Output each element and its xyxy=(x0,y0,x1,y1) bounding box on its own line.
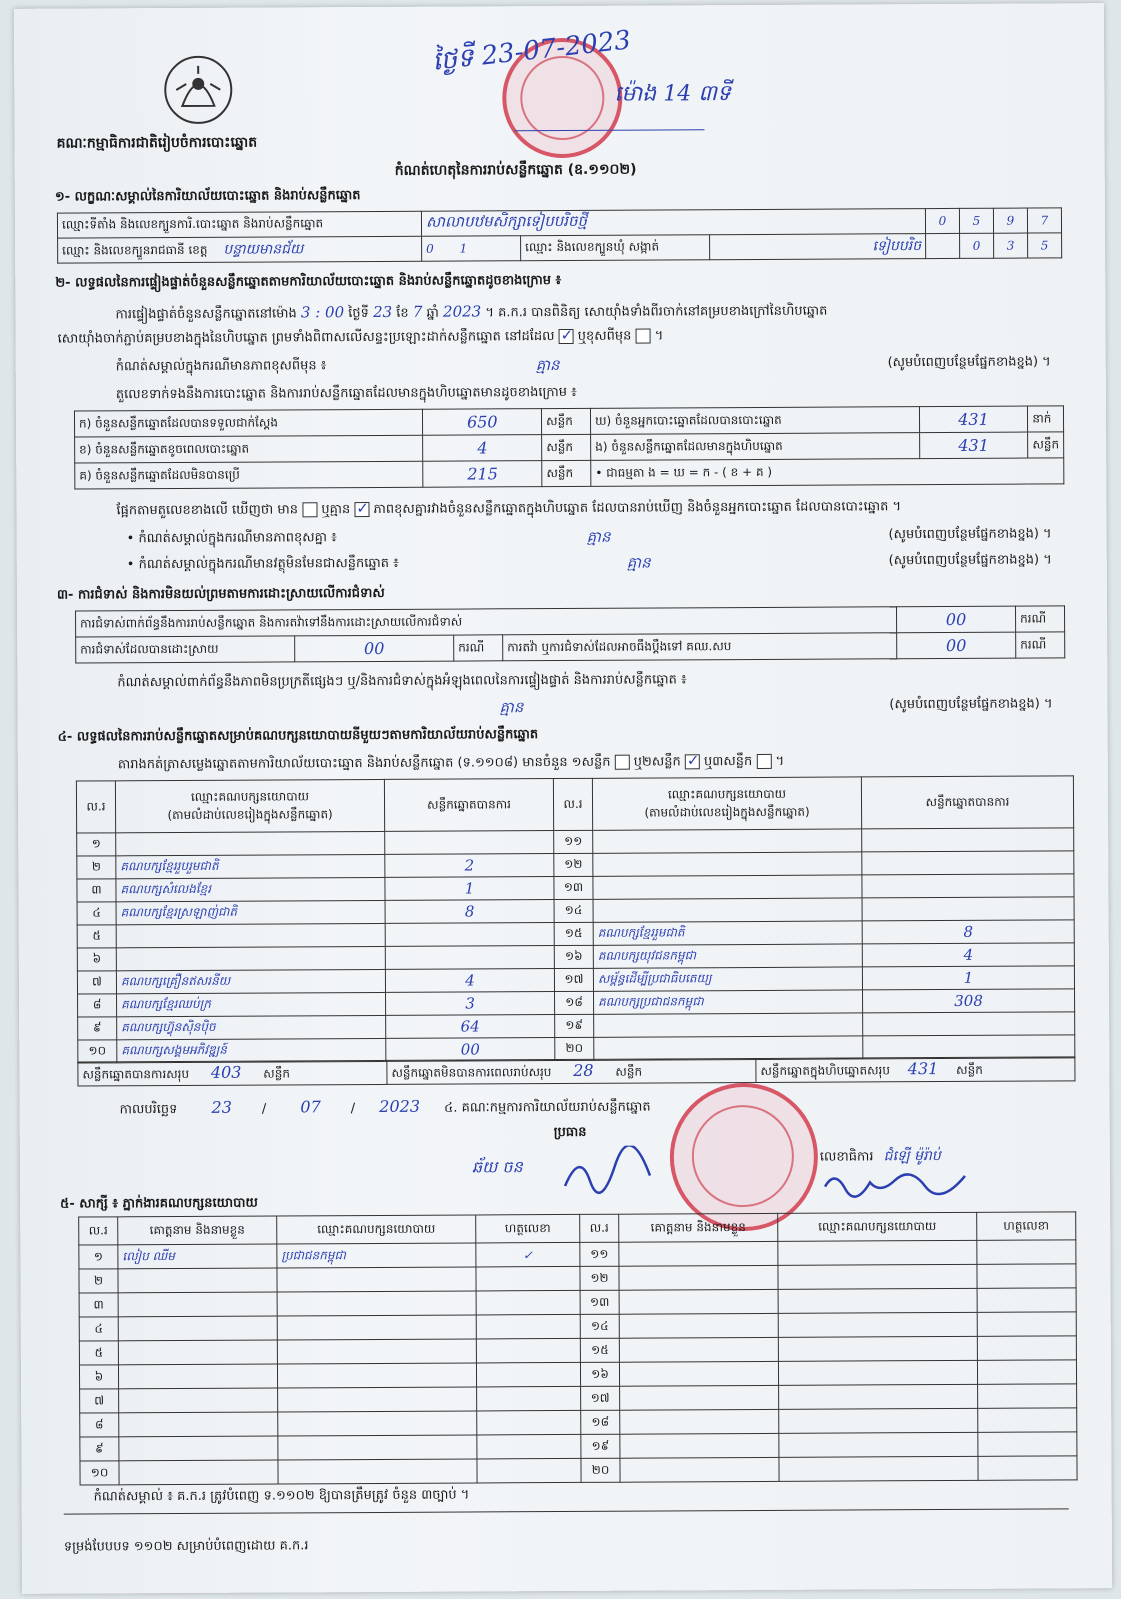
witness-party: ប្រជាជនកម្ពុជា xyxy=(277,1243,476,1268)
station-digit: 7 xyxy=(1027,208,1061,233)
row-number: ៦ xyxy=(77,948,116,971)
witness-signature xyxy=(977,1336,1076,1361)
secretary-name: ជំឡើ ម៉ូរ៉ាប់ xyxy=(883,1148,941,1165)
party-name: គណបក្សខ្មែរស្រឡាញ់ជាតិ xyxy=(116,900,385,924)
witness-signature xyxy=(477,1434,581,1459)
witness-party xyxy=(277,1291,476,1316)
party-votes xyxy=(385,831,554,855)
party-name xyxy=(594,1013,863,1037)
table-row xyxy=(80,1456,1077,1485)
total-in-box-value: 431 xyxy=(907,1059,939,1079)
party-votes: 2 xyxy=(385,854,554,878)
row-number: ៣ xyxy=(77,879,116,902)
irregularity-note: កំណត់សម្គាល់ពាក់ព័ន្ធនឹងភាពមិនប្រក្រតីផ្សេងៗ ឬ/និងការជំទាស់ក្នុងអំឡុងពេលនៃការផ្ទៀងផ្ទាត់ និងការរាប់សន្លឹកឆ្នោត ៖ xyxy=(117,672,687,691)
witness-party xyxy=(778,1360,977,1385)
row-number: ២០ xyxy=(581,1458,620,1482)
secretary-line: លេខាធិការ ជំឡើ ម៉ូរ៉ាប់ xyxy=(819,1148,941,1165)
party-name: គណបក្សហ៊្វុនស៊ិនប៉ិច xyxy=(117,1015,386,1039)
section4-heading: ៤- លទ្ធផលនៃការរាប់សន្លឹកឆ្នោតសម្រាប់គណបក្សនយោបាយនីមួយៗតាមការិយាល័យរាប់សន្លឹកឆ្នោត xyxy=(57,727,539,745)
nec-emblem-icon xyxy=(162,54,234,126)
date-month: 07 xyxy=(300,1097,321,1117)
party-votes: 308 xyxy=(863,989,1075,1013)
witness-party xyxy=(778,1288,977,1313)
party-name: គណបក្សសង្គមអភិវឌ្ឍន៍ xyxy=(117,1038,386,1062)
row-number: ៧ xyxy=(80,1389,119,1413)
party-votes xyxy=(862,851,1074,875)
spoiled-ballots-value: 4 xyxy=(423,435,542,462)
party-name: គណបក្សខ្មែររួមជាតិ xyxy=(593,921,862,945)
witness-name xyxy=(119,1436,278,1461)
row-number: ៦ xyxy=(79,1365,118,1389)
witness-name xyxy=(619,1265,778,1290)
one-sheet-checkbox[interactable] xyxy=(615,755,630,770)
three-sheets-checkbox[interactable] xyxy=(756,754,771,769)
province-name: បន្ទាយមានជ័យ xyxy=(223,240,304,258)
party-votes: 4 xyxy=(862,943,1074,967)
party-votes: 64 xyxy=(386,1015,555,1039)
witness-party xyxy=(278,1435,477,1460)
count-label: ង) ចំនួនសន្លឹកឆ្នោតដែលមានក្នុងហិបឆ្នោត xyxy=(591,433,920,461)
witness-name xyxy=(119,1460,278,1485)
witness-name xyxy=(118,1316,277,1341)
witness-party xyxy=(779,1432,978,1457)
witness-signature xyxy=(978,1432,1077,1457)
row-number: ៣ xyxy=(79,1293,118,1317)
verification-line-1: ការផ្ទៀងផ្ទាត់ចំនួនសន្លឹកឆ្នោតនៅម៉ោង 3 : 00 ថ្ងៃទី 23 ខែ 7 ឆ្នាំ 2023 ។ គ.ក.រ បានពិនិត្យ សោយ៉ាំងទាំងពីរចាក់នៅគម្របខាងក្រៅនៃហិបឆ្នោត xyxy=(115,302,828,323)
secretary-signature xyxy=(820,1164,970,1199)
row-number: ៨ xyxy=(80,1413,119,1437)
witness-party xyxy=(277,1267,476,1292)
witness-party xyxy=(277,1339,476,1364)
station-digit: 5 xyxy=(959,208,993,233)
witness-name xyxy=(118,1340,277,1365)
totals-table: សន្លឹកឆ្នោតបានការសរុប 403 សន្លឹក សន្លឹកឆ្នោតមិនបានការពេលរាប់សរុប 28 សន្លឹក សន្លឹកឆ្នោតក្នុងហិបឆ្នោតសរុប 431 សន្លឹក xyxy=(77,1056,1075,1086)
witness-signature xyxy=(477,1458,581,1483)
witness-party xyxy=(778,1240,977,1265)
witness-name xyxy=(619,1241,778,1266)
witness-signature xyxy=(977,1312,1076,1337)
witness-name xyxy=(619,1289,778,1314)
party-votes: 00 xyxy=(386,1038,555,1062)
row-number: ៥ xyxy=(77,925,116,948)
received-time-note: ម៉ោង 14 ៣ទី xyxy=(614,81,732,107)
party-votes: 3 xyxy=(386,992,555,1016)
received-ballots-value: 650 xyxy=(423,409,542,436)
party-votes xyxy=(863,1012,1075,1036)
witness-signature xyxy=(476,1362,580,1387)
two-sheets-checkbox[interactable] xyxy=(685,754,700,769)
unused-ballots-value: 215 xyxy=(423,461,542,488)
form-note: ទម្រង់បែបបទ ១១០២ សម្រាប់បំពេញដោយ គ.ក.រ xyxy=(63,1538,309,1555)
witness-signature xyxy=(977,1264,1076,1289)
witness-party xyxy=(778,1336,977,1361)
commune-name: ទៀបបរិច xyxy=(710,234,926,260)
witness-signature xyxy=(476,1314,580,1339)
party-votes: 1 xyxy=(385,877,554,901)
verify-day: 23 xyxy=(372,302,393,321)
irregularity-note-line: គ្មាន (សូមបំពេញបន្ថែមផ្នែកខាងខ្នង) ។ xyxy=(59,695,1052,700)
invalid-object-note-value: គ្មាន xyxy=(626,553,651,572)
party-name xyxy=(116,831,385,855)
witness-signature xyxy=(978,1408,1077,1433)
received-date-note: ថ្ងៃទី 23-07-2023 xyxy=(430,25,633,78)
station-name: សាលាបឋមសិក្សាទៀបបរិចថ្មី xyxy=(421,209,925,237)
party-name xyxy=(116,946,385,970)
party-votes xyxy=(385,946,554,970)
witness-signature xyxy=(477,1410,581,1435)
date-year: 2023 xyxy=(379,1096,421,1116)
party-votes xyxy=(863,1035,1075,1059)
station-digit: 9 xyxy=(993,208,1027,233)
same-checkbox[interactable] xyxy=(559,329,574,344)
verify-year: 2023 xyxy=(442,302,482,321)
witness-party xyxy=(779,1384,978,1409)
witness-name xyxy=(119,1388,278,1413)
row-number: ៧ xyxy=(77,971,116,994)
changed-checkbox[interactable] xyxy=(636,329,651,344)
witness-name xyxy=(620,1385,779,1410)
counts-intro: តួលេខទាក់ទងនឹងការបោះឆ្នោត និងការរាប់សន្លឹកឆ្នោតដែលមានក្នុងហិបឆ្នោតមានដូចខាងក្រោម ៖ xyxy=(115,384,577,403)
row-number: ២ xyxy=(77,856,116,879)
ballots-in-box-value: 431 xyxy=(919,432,1028,459)
row-number: ១៥ xyxy=(580,1338,619,1362)
witness-table: ល.រ គោត្តនាម និងនាមខ្លួន ឈ្មោះគណបក្សនយោបាយ ហត្ថលេខា ល.រ គោត្តនាម និងនាមខ្លួន ឈ្មោះគណបក្សនយោបាយ ហត្ថលេខា ១ លៀប ឈីម ប្រជាជនកម្ពុជា ✓ ១១ ២ ១២ ៣ ១៣ ៤ ១៤ ៥ ១៥ ៦ ១៦ ៧ ១៧ ៨ ១៨ ៩ ១៩ ១០ ២០ xyxy=(78,1211,1077,1485)
witness-party xyxy=(277,1363,476,1388)
irregularity-note-value: គ្មាន xyxy=(499,698,524,717)
witness-signature xyxy=(977,1288,1076,1313)
witness-signature xyxy=(977,1240,1076,1265)
row-number: ១៤ xyxy=(554,899,593,922)
witness-party xyxy=(278,1411,477,1436)
witness-party xyxy=(779,1456,978,1481)
station-info-table xyxy=(57,207,1062,263)
chair-label: ប្រធាន xyxy=(553,1124,587,1141)
date-line: កាលបរិច្ឆេទ 23 / 07 / 2023 ៤. គណៈកម្មការការិយាល័យរាប់សន្លឹកឆ្នោត xyxy=(119,1096,651,1118)
witness-name xyxy=(118,1292,277,1317)
row-number: ១៨ xyxy=(555,991,594,1014)
section3-heading: ៣- ការជំទាស់ និងការមិនយល់ព្រមតាមការដោះស្រាយលើការជំទាស់ xyxy=(56,585,385,603)
row-number: ៩ xyxy=(80,1437,119,1461)
appealable-objections-count: 00 xyxy=(897,632,1016,659)
party-name xyxy=(593,898,862,922)
row-number: ១៧ xyxy=(554,968,593,991)
witness-signature xyxy=(978,1384,1077,1409)
witness-party xyxy=(278,1387,477,1412)
section5-heading: ៥- សាក្សី ៖ ភ្នាក់ងារគណបក្សនយោបាយ xyxy=(60,1195,258,1212)
witness-party xyxy=(778,1264,977,1289)
party-name: គណបក្សខ្មែរឈប់ក្រ xyxy=(117,992,386,1016)
witness-name xyxy=(619,1313,778,1338)
objections-table: ការជំទាស់ពាក់ព័ន្ធនឹងការរាប់សន្លឹកឆ្នោត និងការតវ៉ាទៅនឹងការដោះស្រាយលើការជំទាស់ 00 ករណី ការជំទាស់ដែលបានដោះស្រាយ 00 ករណី ការតវ៉ា ឬការជំទាស់ដែលអាចធឹងប្ដឹងទៅ គឈ.សប 00 ករណី xyxy=(75,605,1065,663)
count-label: ខ) ចំនួនសន្លឹកឆ្នោតខូចពេលបោះឆ្នោត xyxy=(75,435,424,463)
row-number: ១១ xyxy=(554,830,593,853)
row-number: ៩ xyxy=(78,1017,117,1040)
difference-note-line: • កំណត់សម្គាល់ក្នុងករណីមានភាពខុសគ្នា ៖ គ្មាន (សូមបំពេញបន្ថែមផ្នែកខាងខ្នង) ។ xyxy=(127,525,1052,549)
org-name: គណៈកម្មាធិការជាតិរៀបចំការបោះឆ្នោត xyxy=(56,134,258,152)
change-note-line: កំណត់សម្គាល់ក្នុងករណីមានភាពខុសពីមុន ៖ គ្មាន (សូមបំពេញបន្ថែមផ្នែកខាងខ្នង) ។ xyxy=(116,353,1051,377)
witness-name xyxy=(620,1409,779,1434)
party-name: គណបក្សសំលេងខ្មែរ xyxy=(116,877,385,901)
change-note-value: គ្មាន xyxy=(535,356,560,375)
party-name: សម្ព័ន្ធដើម្បីប្រជាធិបតេយ្យ xyxy=(593,967,862,991)
row-number: ១០ xyxy=(78,1040,117,1063)
row-number: ១ xyxy=(77,833,116,856)
count-label: គ) ចំនួនសន្លឹកឆ្នោតដែលមិនបានប្រើ xyxy=(75,461,424,489)
row-number: ១៩ xyxy=(555,1014,594,1037)
total-valid-value: 403 xyxy=(210,1062,242,1082)
row-number: ២ xyxy=(79,1269,118,1293)
party-votes xyxy=(862,828,1074,852)
footnote: កំណត់សម្គាល់ ៖ គ.ក.រ ត្រូវបំពេញ ទ.១១០២ ឱ្យបានត្រឹមត្រូវ ចំនួន ៣ច្បាប់ ។ xyxy=(93,1487,470,1505)
row-number: ១៦ xyxy=(554,945,593,968)
party-votes xyxy=(385,923,554,947)
section2-heading: ២- លទ្ធផលនៃការផ្ទៀងផ្ទាត់ចំនួនសន្លឹកឆ្នោតតាមការិយាល័យបោះឆ្នោត និងរាប់សន្លឹកឆ្នោតដូចខាងក្រោម ៖ xyxy=(55,273,562,291)
province-digit: 1 xyxy=(459,241,468,256)
tally-sheet-line: តារាងកត់ត្រាសម្លេងឆ្នោតតាមការិយាល័យបោះឆ្នោត និងរាប់សន្លឹកឆ្នោត (ទ.១១០៨) មានចំនួន ១សន្លឹក ឬ២សន្លឹក ✓ ឬ៣សន្លឹក ។ xyxy=(118,753,784,775)
witness-name xyxy=(620,1457,779,1482)
verification-line-2: សោយ៉ាំងចាក់ភ្ជាប់គម្របខាងក្នុងនៃហិបឆ្នោត ព្រមទាំងពិពាសលើសន្ទះប្រឡោះដាក់សន្លឹកឆ្នោត នៅដដែល ✓ ឬខុសពីមុន ។ xyxy=(58,327,664,349)
party-name: គណបក្សយុវជនកម្ពុជា xyxy=(593,944,862,968)
witness-party xyxy=(779,1408,978,1433)
province-digit: 0 xyxy=(426,241,434,256)
witness-party xyxy=(778,1312,977,1337)
count-label: ក) ចំនួនសន្លឹកឆ្នោតដែលបានទទួលជាក់ស្តែង xyxy=(74,409,423,437)
difference-note-value: គ្មាន xyxy=(586,527,611,546)
province-label: ឈ្មោះ និងលេខក្បួនរាជធានី ខេត្ត xyxy=(62,242,208,258)
witness-signature: ✓ xyxy=(476,1242,580,1267)
witness-signature xyxy=(476,1338,580,1363)
party-votes: 1 xyxy=(862,966,1074,990)
commune-label: ឈ្មោះ និងលេខក្បួនឃុំ សង្កាត់ xyxy=(521,235,710,261)
party-name: គណបក្សគ្រឿនឥសរនីយ xyxy=(116,969,385,993)
witness-signature xyxy=(978,1456,1077,1481)
document-page xyxy=(14,3,1112,1594)
party-votes xyxy=(862,874,1074,898)
station-digit: 0 xyxy=(925,208,959,233)
row-number: ១០ xyxy=(80,1461,119,1485)
resolved-objections-count: 00 xyxy=(295,635,454,662)
objections-count: 00 xyxy=(897,606,1016,633)
row-number: ១២ xyxy=(554,853,593,876)
row-number: ២០ xyxy=(555,1037,594,1060)
station-label: ឈ្មោះទីតាំង និងលេខក្បួនការិ.បោះឆ្នោត និងរាប់សន្លឹកឆ្នោត xyxy=(57,211,421,238)
row-number: ១៦ xyxy=(580,1362,619,1386)
counts-table: ក) ចំនួនសន្លឹកឆ្នោតដែលបានទទួលជាក់ស្តែង 650 សន្លឹក ឃ) ចំនួនអ្នកបោះឆ្នោតដែលបានបោះឆ្នោត 431 នាក់ ខ) ចំនួនសន្លឹកឆ្នោតខូចពេលបោះឆ្នោត 4 សន្លឹក ង) ចំនួនសន្លឹកឆ្នោតដែលមានក្នុងហិបឆ្នោត 431 សន្លឹក គ) ចំនួនសន្លឹកឆ្នោតដែលមិនបានប្រើ 215 សន្លឹក • ជាធម្មតា ង = ឃ = ក - ( ខ + គ ) xyxy=(74,405,1064,489)
witness-party xyxy=(278,1459,477,1484)
witness-name xyxy=(619,1337,778,1362)
row-number: ៤ xyxy=(77,902,116,925)
verify-month: 7 xyxy=(412,302,423,321)
party-name xyxy=(593,852,862,876)
verify-time: 3 : 00 xyxy=(300,303,345,322)
party-results-table: ល.រ ឈ្មោះគណបក្សនយោបាយ (តាមលំដាប់លេខរៀងក្នុងសន្លឹកឆ្នោត) សន្លឹកឆ្នោតបានការ ល.រ ឈ្មោះគណបក្សនយោបាយ (តាមលំដាប់លេខរៀងក្នុងសន្លឹកឆ្នោត) សន្លឹកឆ្នោតបានការ ១ ១១ ២ គណបក្សខ្មែររួបរួមជាតិ 2 ១២ ៣ គណបក្សសំលេងខ្មែរ 1 ១៣ ៤ គណបក្សខ្មែរស្រឡាញ់ជាតិ 8 ១៤ ៥ ១៥ គណបក្សខ្មែររួមជាតិ 8 ៦ ១៦ គណបក្សយុវជនកម្ពុជា 4 ៧ គណបក្សគ្រឿនឥសរនីយ 4 ១៧ សម្ព័ន្ធដើម្បីប្រជាធិបតេយ្យ 1 ៨ គណបក្សខ្មែរឈប់ក្រ 3 ១៨ គណបក្សប្រជាជនកម្ពុជា 308 ៩ គណបក្សហ៊្វុនស៊ិនប៉ិច 64 ១៩ ១០ គណបក្សសង្គមអភិវឌ្ឍន៍ 00 ២០ xyxy=(76,775,1075,1063)
row-number: ១១ xyxy=(580,1242,619,1266)
row-number: ៤ xyxy=(79,1317,118,1341)
witness-name xyxy=(118,1268,277,1293)
row-number: ១៨ xyxy=(581,1410,620,1434)
witness-name xyxy=(619,1361,778,1386)
party-votes: 8 xyxy=(385,900,554,924)
witness-signature xyxy=(476,1290,580,1315)
row-number: ១ xyxy=(79,1245,118,1269)
voters-value: 431 xyxy=(919,406,1028,433)
row-number: ១៣ xyxy=(580,1290,619,1314)
row-number: ១៩ xyxy=(581,1434,620,1458)
party-name: គណបក្សខ្មែររួបរួមជាតិ xyxy=(116,854,385,878)
witness-name xyxy=(119,1412,278,1437)
witness-signature xyxy=(476,1266,580,1291)
official-seal-bottom xyxy=(669,1083,818,1232)
chair-signature xyxy=(560,1145,660,1196)
compare-line: ផ្អែកតាមតួលេខខាងលើ ឃើញថា មាន ឬគ្មាន ✓ ភាពខុសគ្នារវាងចំនួនសន្លឹកឆ្នោតក្នុងហិបឆ្នោត ដែលបានរាប់ឃើញ និងចំនួនអ្នកបោះឆ្នោត ដែលបានបោះឆ្នោត ។ xyxy=(116,498,901,521)
no-difference-checkbox[interactable] xyxy=(354,502,369,517)
section1-heading: ១- លក្ខណៈសម្គាល់នៃការិយាល័យបោះឆ្នោត និងរាប់សន្លឹកឆ្នោត xyxy=(54,188,361,205)
party-votes: 8 xyxy=(862,920,1074,944)
row-number: ៨ xyxy=(78,994,117,1017)
party-name xyxy=(116,923,385,947)
row-number: ១៤ xyxy=(580,1314,619,1338)
row-number: ១៥ xyxy=(554,922,593,945)
party-name xyxy=(593,875,862,899)
witness-name: លៀប ឈីម xyxy=(118,1244,277,1269)
row-number: ១២ xyxy=(580,1266,619,1290)
count-label: ឃ) ចំនួនអ្នកបោះឆ្នោតដែលបានបោះឆ្នោត xyxy=(591,407,920,435)
party-votes: 4 xyxy=(385,969,554,993)
commune-digit: 3 xyxy=(994,233,1028,258)
has-difference-checkbox[interactable] xyxy=(302,502,317,517)
party-name: គណបក្សប្រជាជនកម្ពុជា xyxy=(594,990,863,1014)
row-number: ៥ xyxy=(79,1341,118,1365)
invalid-object-note-line: • កំណត់សម្គាល់ក្នុងករណីមានវត្ថុមិនមែនជាសន្លឹកឆ្នោត ៖ គ្មាន (សូមបំពេញបន្ថែមផ្នែកខាងខ្នង) ។ xyxy=(127,551,1052,575)
witness-name xyxy=(620,1433,779,1458)
chair-name: ឆ័យ ចន xyxy=(471,1157,523,1177)
party-votes xyxy=(862,897,1074,921)
commune-digit: 0 xyxy=(960,233,994,258)
witness-party xyxy=(277,1315,476,1340)
row-number: ១៣ xyxy=(554,876,593,899)
formula-text: • ជាធម្មតា ង = ឃ = ក - ( ខ + គ ) xyxy=(591,458,1064,486)
witness-name xyxy=(118,1364,277,1389)
date-day: 23 xyxy=(211,1097,232,1117)
witness-signature xyxy=(477,1386,581,1411)
party-name xyxy=(593,829,862,853)
witness-signature xyxy=(977,1360,1076,1385)
commune-digit: 5 xyxy=(1028,233,1062,258)
row-number: ១៧ xyxy=(581,1386,620,1410)
total-invalid-value: 28 xyxy=(573,1060,594,1080)
doc-title: កំណត់ហេតុនៃការរាប់សន្លឹកឆ្នោត (ឧ.១១០២) xyxy=(394,161,637,179)
